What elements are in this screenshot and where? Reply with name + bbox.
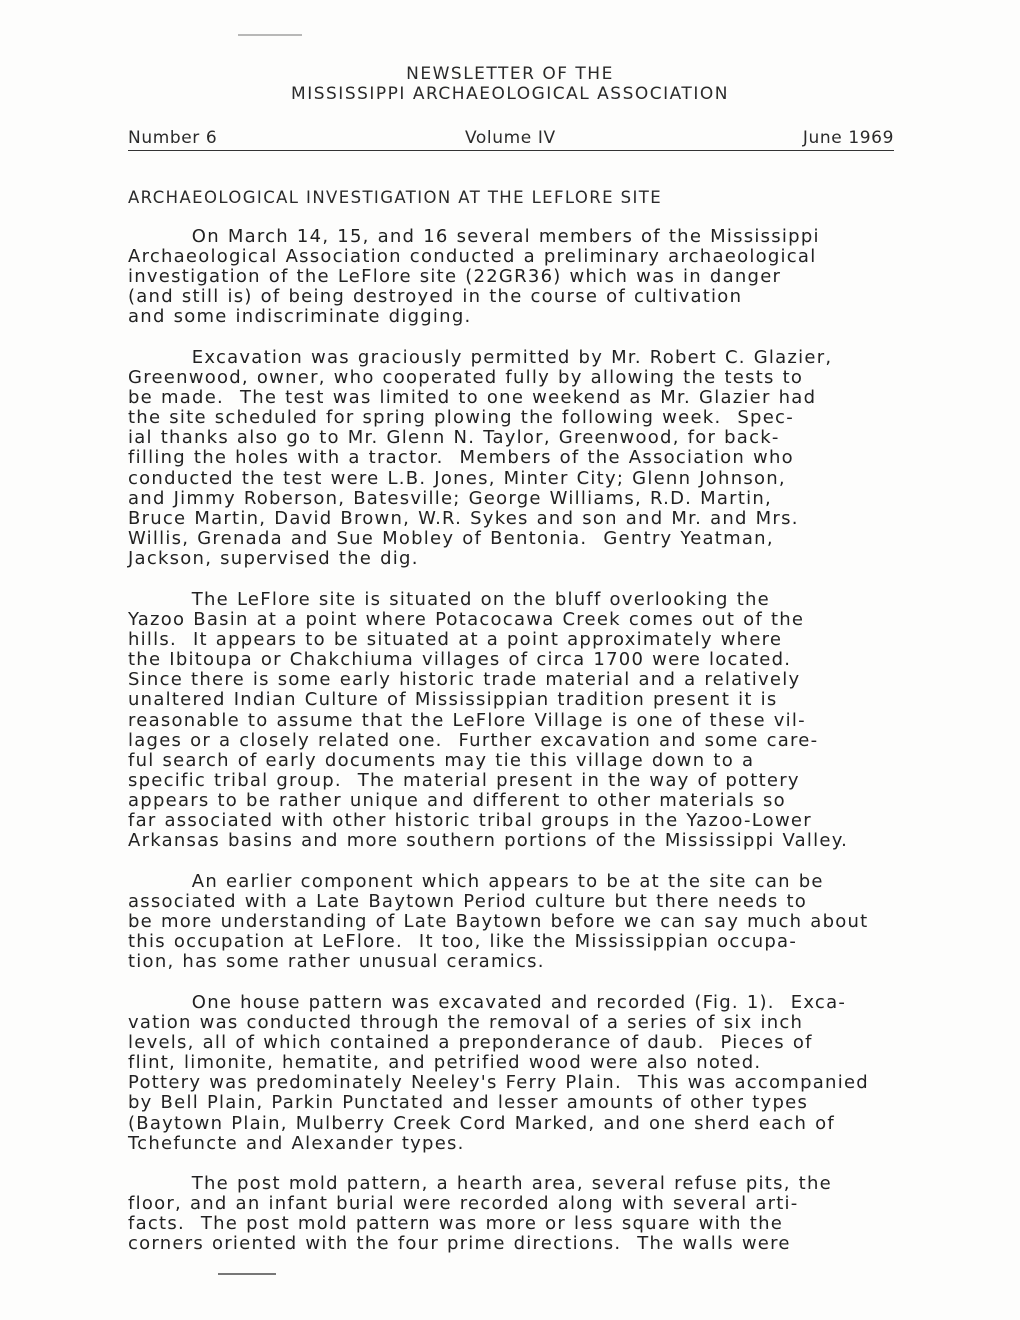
text-line: Tchefuncte and Alexander types. [128,1132,465,1154]
masthead-line-1: NEWSLETTER OF THE [406,64,614,84]
text-line: One house pattern was excavated and recorded (Fig. 1). Exca- [128,992,847,1013]
text-line: (Baytown Plain, Mulberry Creek Cord Marked, and one sherd each of [128,1112,836,1134]
text-line: Jackson, supervised the dig. [128,547,419,569]
issue-bar [128,128,894,151]
text-line: Archaeological Association conducted a preliminary archaeological [128,246,817,268]
text-line: tion, has some rather unusual ceramics. [128,951,545,973]
text-line: be made. The test was limited to one weekend as Mr. Glazier had [128,387,817,409]
text-line: facts. The post mold pattern was more or less square with the [128,1213,784,1235]
text-line: corners oriented with the four prime directions. The walls were [128,1233,791,1255]
paragraph-4 [128,872,958,972]
paragraph-5 [128,993,958,1154]
masthead [0,64,1020,104]
text-line: far associated with other historic tribal groups in the Yazoo-Lower [128,810,812,832]
text-line: (and still is) of being destroyed in the course of cultivation [128,286,743,308]
text-line: levels, all of which contained a preponderance of daub. Pieces of [128,1032,813,1054]
text-line: Greenwood, owner, who cooperated fully by allowing the tests to [128,367,804,389]
text-line: the Ibitoupa or Chakchiuma villages of circa 1700 were located. [128,649,792,671]
text-line: Bruce Martin, David Brown, W.R. Sykes and son and Mr. and Mrs. [128,507,799,529]
masthead-line-2: MISSISSIPPI ARCHAEOLOGICAL ASSOCIATION [291,84,729,104]
issue-date: June 1969 [802,128,894,148]
text-line: conducted the test were L.B. Jones, Minter City; Glenn Johnson, [128,467,786,489]
text-line: Yazoo Basin at a point where Potacocawa Creek comes out of the [128,609,805,631]
text-line: appears to be rather unique and different to other materials so [128,789,786,811]
text-line: The LeFlore site is situated on the bluff overlooking the [128,589,770,610]
text-line: and Jimmy Roberson, Batesville; George Williams, R.D. Martin, [128,487,773,509]
text-line: On March 14, 15, and 16 several members of the Mississippi [128,226,820,247]
text-line: associated with a Late Baytown Period culture but there needs to [128,891,808,913]
scan-mark-bottom [218,1273,276,1275]
text-line: vation was conducted through the removal of a series of six inch [128,1012,804,1034]
text-line: Willis, Grenada and Sue Mobley of Bentonia. Gentry Yeatman, [128,527,774,549]
text-line: Since there is some early historic trade material and a relatively [128,669,801,691]
text-line: ial thanks also go to Mr. Glenn N. Taylor, Greenwood, for back- [128,427,780,449]
text-line: be more understanding of Late Baytown before we can say much about [128,911,869,933]
text-line: the site scheduled for spring plowing the following week. Spec- [128,407,794,429]
text-line: hills. It appears to be situated at a point approximately where [128,629,783,651]
text-line: specific tribal group. The material present in the way of pottery [128,769,800,791]
article-title: ARCHAEOLOGICAL INVESTIGATION AT THE LEFLORE SITE [128,188,663,207]
text-line: and some indiscriminate digging. [128,306,472,328]
text-line: The post mold pattern, a hearth area, several refuse pits, the [128,1173,832,1194]
text-line: reasonable to assume that the LeFlore Village is one of these vil- [128,709,806,731]
text-line: Excavation was graciously permitted by Mr. Robert C. Glazier, [128,347,833,368]
paragraph-6 [128,1174,958,1254]
text-line: by Bell Plain, Parkin Punctated and lesser amounts of other types [128,1092,809,1114]
text-line: Arkansas basins and more southern portions of the Mississippi Valley. [128,830,849,852]
text-line: ful search of early documents may tie this village down to a [128,749,755,771]
text-line: Pottery was predominately Neeley's Ferry Plain. This was accompanied [128,1072,869,1094]
text-line: floor, and an infant burial were recorded along with several arti- [128,1193,799,1215]
issue-number: Number 6 [128,128,218,148]
scan-mark-top [238,34,302,36]
text-line: this occupation at LeFlore. It too, like the Mississippian occupa- [128,931,798,953]
issue-volume: Volume IV [465,128,556,148]
text-line: investigation of the LeFlore site (22GR36) which was in danger [128,266,782,288]
text-line: unaltered Indian Culture of Mississippian tradition present it is [128,689,778,711]
paragraph-1 [128,227,958,327]
text-line: An earlier component which appears to be at the site can be [128,871,824,892]
text-line: filling the holes with a tractor. Members of the Association who [128,447,794,469]
text-line: lages or a closely related one. Further excavation and some care- [128,729,819,751]
paragraph-2 [128,348,958,569]
paragraph-3 [128,590,958,851]
text-line: flint, limonite, hematite, and petrified wood were also noted. [128,1052,762,1074]
